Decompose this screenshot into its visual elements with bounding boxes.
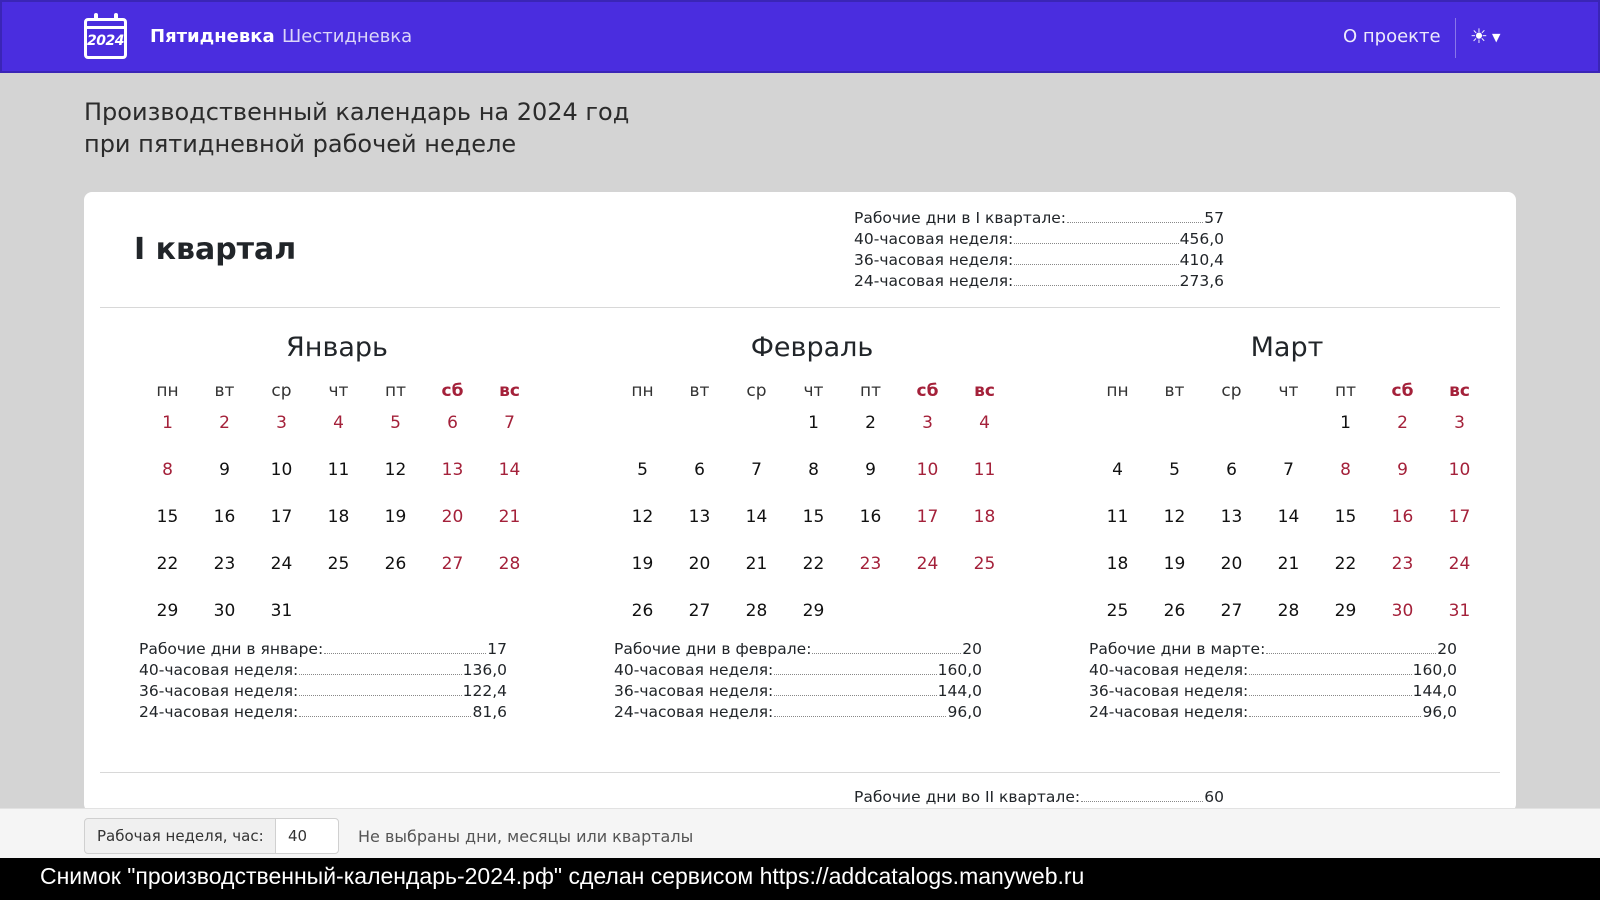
day-cell[interactable]: 28 [498,554,521,574]
day-cell[interactable]: 26 [1163,601,1186,621]
quarter-stat-row: 40-часовая неделя: 456,0 [854,230,1224,248]
bottom-toolbar [0,808,1600,858]
day-cell[interactable]: 3 [276,413,287,433]
sun-icon: ☀ [1470,24,1488,48]
month-grid [1089,374,1485,643]
weekday-header: пт [859,381,882,401]
weekday-header: пн [1106,381,1129,401]
day-cell[interactable]: 18 [327,507,350,527]
day-cell[interactable]: 27 [441,554,464,574]
day-cell[interactable]: 18 [973,507,996,527]
day-cell[interactable]: 1 [1340,413,1351,433]
day-cell[interactable]: 16 [1391,507,1414,527]
weekday-header: сб [1391,381,1414,401]
logo-year: 2024 [87,33,124,49]
weekday-header: сб [441,381,464,401]
day-cell[interactable]: 5 [637,460,648,480]
day-cell[interactable]: 20 [688,554,711,574]
day-cell[interactable]: 27 [688,601,711,621]
month-stats: Рабочие дни в марте: 20 40-часовая неделя: 160,0 36-часовая неделя: 144,0 24-часовая неделя: 96,0 [1089,640,1457,721]
month-grid [614,374,1010,643]
day-cell[interactable]: 14 [745,507,768,527]
day-cell[interactable]: 16 [213,507,236,527]
page-title-line2: при пятидневной рабочей неделе [84,130,517,158]
month-march [1089,332,1485,721]
page-title-line1: Производственный календарь на 2024 год [84,98,630,126]
quarter-stat-row: 24-часовая неделя: 273,6 [854,272,1224,290]
day-cell[interactable]: 18 [1106,554,1129,574]
day-cell[interactable]: 11 [1106,507,1129,527]
weekday-header: вс [1449,381,1470,401]
day-cell[interactable]: 24 [270,554,293,574]
day-cell[interactable]: 5 [1169,460,1180,480]
day-cell[interactable]: 2 [865,413,876,433]
day-cell[interactable]: 1 [162,413,173,433]
day-cell[interactable]: 15 [802,507,825,527]
day-cell[interactable]: 7 [1283,460,1294,480]
weekday-header: ср [746,381,767,401]
day-cell[interactable]: 20 [441,507,464,527]
weekday-header: чт [803,381,824,401]
weekday-header: вт [1164,381,1185,401]
weekday-header: вс [974,381,995,401]
day-cell[interactable]: 21 [498,507,521,527]
weekday-header: пн [156,381,179,401]
day-cell[interactable]: 8 [1340,460,1351,480]
month-january [139,332,535,721]
nav-six-day[interactable]: Шестидневка [282,26,413,47]
next-quarter-stats: Рабочие дни во II квартале: 60 [854,788,1224,806]
month-february [614,332,1010,721]
day-cell[interactable]: 9 [1397,460,1408,480]
day-cell[interactable]: 30 [1391,601,1414,621]
nav-five-day[interactable]: Пятидневка [150,26,275,47]
empty-day-cell [1203,408,1260,455]
day-cell[interactable]: 26 [631,601,654,621]
day-cell[interactable]: 11 [327,460,350,480]
day-cell[interactable]: 19 [1163,554,1186,574]
quarter-stats [854,208,1224,292]
day-cell[interactable]: 28 [745,601,768,621]
day-cell[interactable]: 10 [916,460,939,480]
day-cell[interactable]: 6 [1226,460,1237,480]
empty-day-cell [728,408,785,455]
day-cell[interactable]: 17 [916,507,939,527]
day-cell[interactable]: 4 [979,413,990,433]
month-name[interactable]: Февраль [750,332,874,363]
nav-divider [1455,18,1456,58]
day-cell[interactable]: 4 [1112,460,1123,480]
day-cell[interactable]: 24 [916,554,939,574]
day-cell[interactable]: 24 [1448,554,1471,574]
day-cell[interactable]: 28 [1277,601,1300,621]
work-week-hours-input[interactable] [275,818,339,854]
day-cell[interactable]: 1 [808,413,819,433]
divider [100,772,1500,773]
weekday-header: чт [1278,381,1299,401]
day-cell[interactable]: 20 [1220,554,1243,574]
day-cell[interactable]: 22 [156,554,179,574]
day-cell[interactable]: 22 [1334,554,1357,574]
day-cell[interactable]: 13 [441,460,464,480]
day-cell[interactable]: 15 [156,507,179,527]
day-cell[interactable]: 21 [1277,554,1300,574]
empty-day-cell [1146,408,1203,455]
day-cell[interactable]: 11 [973,460,996,480]
day-cell[interactable]: 3 [1454,413,1465,433]
weekday-header: чт [328,381,349,401]
day-cell[interactable]: 12 [1163,507,1186,527]
day-cell[interactable]: 9 [219,460,230,480]
weekday-header: вт [689,381,710,401]
day-cell[interactable]: 13 [688,507,711,527]
quarter-stat-row: 36-часовая неделя: 410,4 [854,251,1224,269]
month-name[interactable]: Март [1250,332,1324,363]
day-cell[interactable]: 19 [384,507,407,527]
weekday-header: ср [1221,381,1242,401]
empty-day-cell [1260,408,1317,455]
day-cell[interactable]: 7 [751,460,762,480]
day-cell[interactable]: 31 [1448,601,1471,621]
divider [100,307,1500,308]
page-title [84,96,784,160]
day-cell[interactable]: 2 [219,413,230,433]
day-cell[interactable]: 12 [631,507,654,527]
day-cell[interactable]: 21 [745,554,768,574]
day-cell[interactable]: 15 [1334,507,1357,527]
day-cell[interactable]: 3 [922,413,933,433]
day-cell[interactable]: 17 [270,507,293,527]
quarter-title[interactable]: I квартал [134,232,297,267]
day-cell[interactable]: 12 [384,460,407,480]
weekday-header: ср [271,381,292,401]
day-cell[interactable]: 9 [865,460,876,480]
weekday-header: пт [1334,381,1357,401]
quarter-stat-row: Рабочие дни в I квартале: 57 [854,209,1224,227]
selection-status: Не выбраны дни, месяцы или кварталы [358,827,694,846]
day-cell[interactable]: 23 [213,554,236,574]
day-cell[interactable]: 6 [694,460,705,480]
month-stats: Рабочие дни в феврале: 20 40-часовая неделя: 160,0 36-часовая неделя: 144,0 24-часовая неделя: 96,0 [614,640,982,721]
day-cell[interactable]: 29 [802,601,825,621]
day-cell[interactable]: 4 [333,413,344,433]
empty-day-cell [614,408,671,455]
day-cell[interactable]: 8 [808,460,819,480]
month-stats: Рабочие дни в январе: 17 40-часовая неделя: 136,0 36-часовая неделя: 122,4 24-часовая неделя: 81,6 [139,640,507,721]
work-week-label: Рабочая неделя, час: [84,818,276,854]
day-cell[interactable]: 14 [498,460,521,480]
day-cell[interactable]: 25 [973,554,996,574]
weekday-header: сб [916,381,939,401]
caret-down-icon: ▼ [1491,31,1501,44]
day-cell[interactable]: 23 [1391,554,1414,574]
month-grid [139,374,535,643]
day-cell[interactable]: 10 [1448,460,1471,480]
empty-day-cell [1089,408,1146,455]
day-cell[interactable]: 2 [1397,413,1408,433]
day-cell[interactable]: 19 [631,554,654,574]
calendar-logo-icon[interactable] [84,18,127,59]
day-cell[interactable]: 30 [213,601,236,621]
day-cell[interactable]: 17 [1448,507,1471,527]
theme-toggle-button[interactable] [1470,24,1500,48]
day-cell[interactable]: 26 [384,554,407,574]
weekday-header: вс [499,381,520,401]
day-cell[interactable]: 22 [802,554,825,574]
day-cell[interactable]: 27 [1220,601,1243,621]
nav-about[interactable]: О проекте [1343,26,1441,47]
day-cell[interactable]: 6 [447,413,458,433]
day-cell[interactable]: 8 [162,460,173,480]
screenshot-caption: Снимок "производственный-календарь-2024.рф" сделан сервисом https://addcatalogs.manyweb.ru [0,858,1600,900]
weekday-header: пт [384,381,407,401]
weekday-header: пн [631,381,654,401]
day-cell[interactable]: 29 [1334,601,1357,621]
day-cell[interactable]: 31 [270,601,293,621]
day-cell[interactable]: 29 [156,601,179,621]
weekday-header: вт [214,381,235,401]
empty-day-cell [671,408,728,455]
day-cell[interactable]: 14 [1277,507,1300,527]
day-cell[interactable]: 23 [859,554,882,574]
quarter-card [84,192,1516,812]
day-cell[interactable]: 25 [327,554,350,574]
month-name[interactable]: Январь [286,332,388,363]
navbar [0,0,1600,73]
day-cell[interactable]: 16 [859,507,882,527]
day-cell[interactable]: 25 [1106,601,1129,621]
day-cell[interactable]: 5 [390,413,401,433]
day-cell[interactable]: 13 [1220,507,1243,527]
day-cell[interactable]: 7 [504,413,515,433]
day-cell[interactable]: 10 [270,460,293,480]
